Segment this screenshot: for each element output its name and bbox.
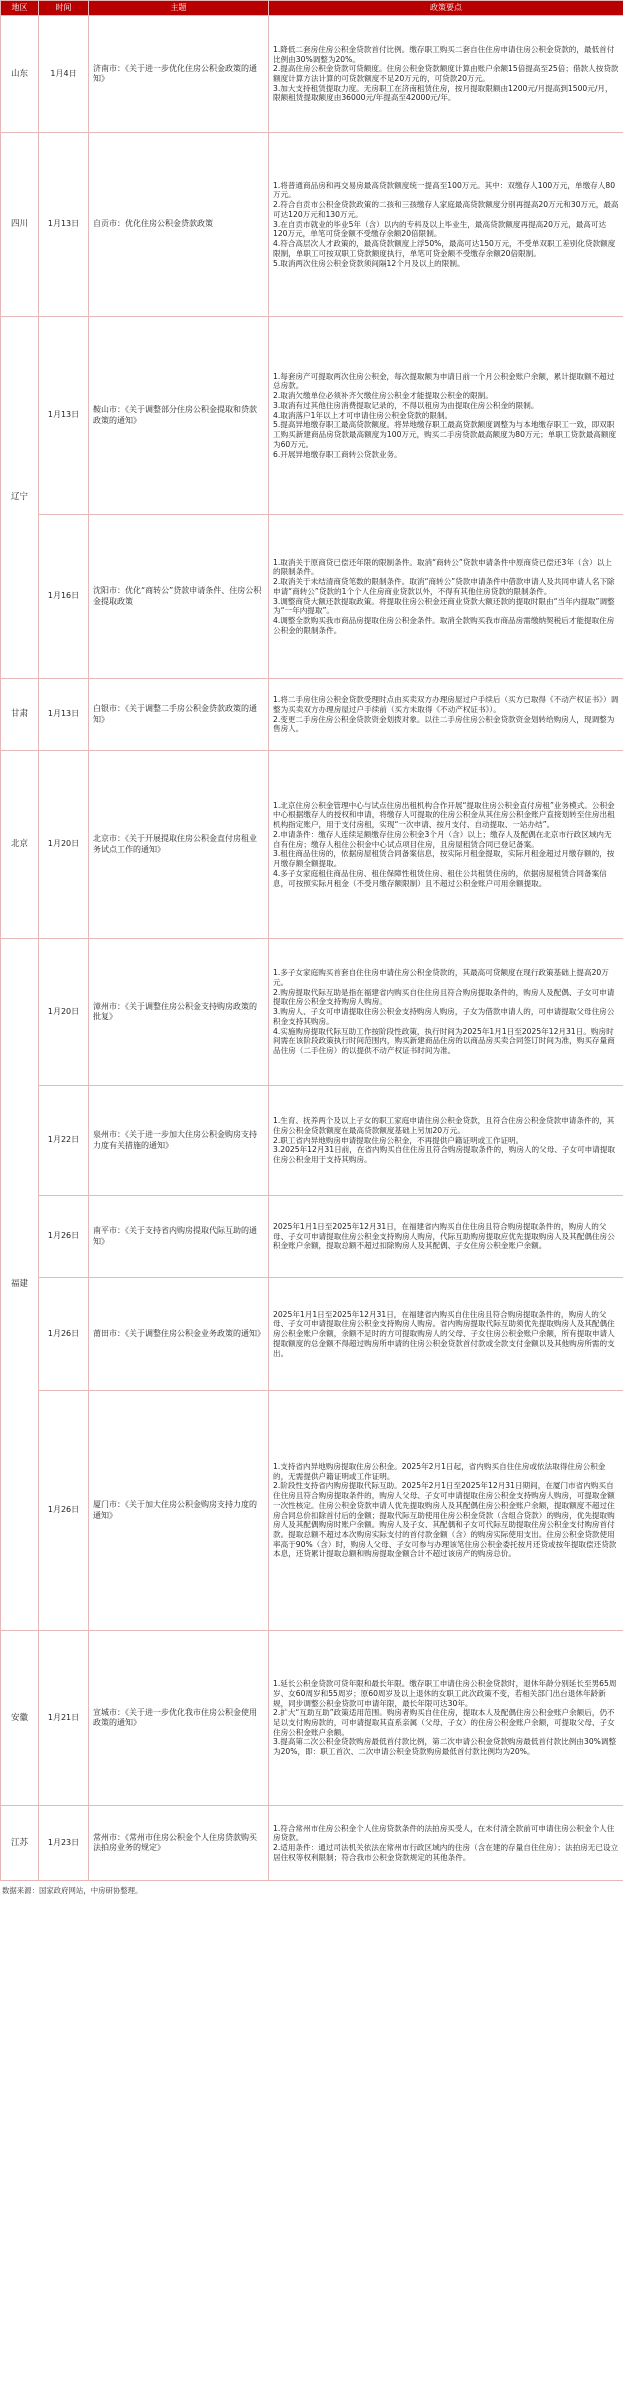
topic-cell: 莆田市：《关于调整住房公积金业务政策的通知》 xyxy=(89,1278,269,1391)
points-cell xyxy=(269,515,623,679)
policy-point: 3.加大支持租赁提取力度。无房职工在济南租赁住房，按月提取限额由1200元/月提高到1500元/月，限额租赁提取额度由36000元/年提高至42000元/年。 xyxy=(273,83,613,103)
policy-point: 2.申请条件：缴存人连续足额缴存住房公积金3个月（含）以上；缴存人及配偶在北京市行政区域内无自有住房；缴存人租住公积金中心试点项目住房，且房屋租赁合同已登记备案。 xyxy=(273,829,612,849)
policy-point: 2.提高住房公积金贷款可贷额度。住房公积金贷款额度计算由账户余额15倍提高至25倍；借款人按贷款额度计算方法计算的可贷款额度不足20万元的，可贷款20万元。 xyxy=(273,64,619,83)
points-cell xyxy=(269,1086,623,1196)
points-cell xyxy=(269,1196,623,1278)
source-note: 数据来源：国家政府网站，中房研协整理。 xyxy=(2,1886,143,1895)
policy-point: 3.租住商品住房的，依据房屋租赁合同备案信息，按实际月租金提取，实际月租金超过月缴存额的，按月缴存额全额提取。 xyxy=(273,849,615,869)
region-cell: 四川 xyxy=(1,133,39,317)
table-row xyxy=(1,16,623,133)
table-row xyxy=(1,317,623,515)
policy-point: 4.多子女家庭租住商品住房、租住保障性租赁住房、租住公共租赁住房的，依据房屋租赁合同备案信息，可按照实际月租金（不受月缴存额限制）且不超过公积金账户可用余额提取。 xyxy=(273,868,607,888)
date-cell: 1月20日 xyxy=(39,751,89,939)
policy-point: 2025年1月1日至2025年12月31日，在福建省内购买自住住房且符合购房提取条件的，购房人的父母、子女可申请提取住房公积金支持购房人购房。省内购房提取代际互助须优先提取购房人及其配偶住房公积金账户余额，余额不足时的方可提取购房人的父母、子女住房公积金账户余额，所有提取申请人提取额度的总金额不得超过购房所申请的住房公积金贷款首付款或全款支付金额以及其他购房所需的支出。 xyxy=(273,1309,615,1358)
date-cell: 1月20日 xyxy=(39,939,89,1086)
region-cell: 安徽 xyxy=(1,1631,39,1806)
policy-point: 3.购房人、子女可申请提取住房公积金支持购房人购房，子女为借款申请人的，可申请提取父母住房公积金支持其购房。 xyxy=(273,1007,615,1026)
policy-point: 1.延长公积金贷款可贷年限和最长年限。缴存职工申请住房公积金贷款时，退休年龄分别延长至男65周岁、女60周岁和55周岁；原60周岁及以上退休的女职工此次政策不变，若相关部门出台退休年龄新规，同步调整公积金贷款可申请年限，最长年限可达30年。 xyxy=(273,1679,617,1708)
policy-point: 2.购房提取代际互助是指在福建省内购买自住住房且符合购房提取条件的，购房人及配偶、子女可申请提取住房公积金支持购房人购房。 xyxy=(273,987,615,1007)
topic-cell: 常州市：《常州市住房公积金个人住房贷款购买法拍房业务的规定》 xyxy=(89,1806,269,1881)
region-cell: 江苏 xyxy=(1,1806,39,1881)
topic-cell: 厦门市：《关于加大住房公积金购房支持力度的通知》 xyxy=(89,1391,269,1631)
table-row xyxy=(1,1196,623,1278)
topic-cell: 泉州市：《关于进一步加大住房公积金购房支持力度有关措施的通知》 xyxy=(89,1086,269,1196)
policy-point: 1.多子女家庭购买首套自住住房申请住房公积金贷款的，其最高可贷额度在现行政策基础上提高20万元。 xyxy=(273,968,609,987)
topic-cell: 济南市：《关于进一步优化住房公积金政策的通知》 xyxy=(89,16,269,133)
policy-point: 2025年1月1日至2025年12月31日，在福建省内购买自住住房且符合购房提取条件的，购房人的父母、子女可申请提取住房公积金支持购房人购房，代际互助购房提取应优先提取购房人及其配偶住房公积金账户余额，提取总额不超过扣除购房人及其配偶、子女住房公积金账户余额。 xyxy=(273,1221,615,1251)
table-row xyxy=(1,939,623,1086)
policy-point: 1.取消关于原商贷已偿还年限的限制条件。取消“商转公”贷款申请条件中原商贷已偿还3年（含）以上的限制条件。 xyxy=(273,557,612,577)
table-row xyxy=(1,133,623,317)
policy-point: 2.阶段性支持省内购房提取代际互助。2025年2月1日至2025年12月31日期间，在厦门市省内购买自住住房且符合购房提取条件的，购房人父母、子女可申请提取住房公积金支持购房人购房，可提取金额一次性核定。住房公积金贷款申请人优先提取购房人及其配偶住房公积金账户余额，提取额度不超过住房合同总价扣除首付后的金额；提取代际互助使用住房公积金贷款（含组合贷款）的购房，优先提取购房人及其配偶购房时账户余额。购房人及子女、其配偶和子女可代际互助提取住房公积金支付购房首付款。提取总额不超过本次购房实际支付的首付款金额（含）的购房实际使用支出。住房公积金贷款使用率高于90%（含）时，购房人父母、子女可参与办理该笔住房公积金委托按月还贷或按年提取偿还贷款本息，还贷累计提取总额和购房提取金额合计不超过该房产的购房总价。 xyxy=(273,1481,617,1559)
policy-point: 1.每套房产可提取两次住房公积金，每次提取额为申请日前一个月公积金账户余额，累计提取额不超过总房款。 xyxy=(273,371,615,391)
policy-point: 5.提高异地缴存职工最高贷款额度。将异地缴存职工最高贷款额度调整为与本地缴存职工一致，即双职工购买新建商品房贷款最高额度为100万元，购买二手房贷款最高额度为80万元；单职工贷款最高额度为60万元。 xyxy=(273,420,617,449)
points-cell xyxy=(269,317,623,515)
policy-point: 1.降低二套房住房公积金贷款首付比例。缴存职工购买二套自住住房申请住房公积金贷款的，最低首付比例由30%调整为20%。 xyxy=(273,44,615,64)
table-row xyxy=(1,679,623,751)
points-cell xyxy=(269,1631,623,1806)
points-cell xyxy=(269,1391,623,1631)
table-row xyxy=(1,1278,623,1391)
points-cell xyxy=(269,16,623,133)
policy-point: 1.将普通商品房和再交易房最高贷款额度统一提高至100万元。其中：双缴存人100万元，单缴存人80万元。 xyxy=(273,180,616,200)
points-cell xyxy=(269,1278,623,1391)
topic-cell: 沈阳市：优化“商转公”贷款申请条件、住房公积金提取政策 xyxy=(89,515,269,679)
date-cell: 1月4日 xyxy=(39,16,89,133)
policy-point: 4.实施购房提取代际互助工作按阶段性政策，执行时间为2025年1月1日至2025年12月31日。购房时间需在该阶段政策执行时间范围内，购买新建商品住房的以商品房买卖合同签订时间为准，购买存量商品住房（二手住房）的以提供不动产权证书时间为准。 xyxy=(273,1026,615,1056)
region-cell: 山东 xyxy=(1,16,39,133)
table-row xyxy=(1,1631,623,1806)
policy-point: 4.符合高层次人才政策的，最高贷款额度上浮50%，最高可达150万元，不受单双职工差别化贷款额度限制，单职工可按双职工贷款额度执行，单笔可贷金额不受缴存余额20倍限制。 xyxy=(273,239,616,258)
topic-cell: 鞍山市：《关于调整部分住房公积金提取和贷款政策的通知》 xyxy=(89,317,269,515)
region-cell: 甘肃 xyxy=(1,679,39,751)
table-row xyxy=(1,751,623,939)
date-cell: 1月13日 xyxy=(39,679,89,751)
policy-point: 3.在自贡市就业的毕业5年（含）以内的专科及以上毕业生，最高贷款额度再提高20万元，最高可达120万元，单笔可贷金额不受缴存余额20倍限制。 xyxy=(273,219,607,239)
policy-point: 2.取消关于未结清商贷笔数的限制条件。取消“商转公”贷款申请条件中借款申请人及共同申请人名下除申请“商转公”贷款的1个个人住房商业贷款以外，不得有其他住房贷款的限制条件。 xyxy=(273,577,615,596)
date-cell: 1月13日 xyxy=(39,133,89,317)
policy-point: 1.符合常州市住房公积金个人住房贷款条件的法拍房买受人，在未付清全款前可申请住房公积金个人住房贷款。 xyxy=(273,1823,615,1843)
header-topic: 主题 xyxy=(89,1,269,16)
topic-cell: 漳州市：《关于调整住房公积金支持购房政策的批复》 xyxy=(89,939,269,1086)
header-points: 政策要点 xyxy=(269,1,623,16)
policy-point: 3.提高第二次公积金贷款购房最低首付款比例，第二次申请公积金贷款购房最低首付款比例由30%调整为20%，即：职工首次、二次申请公积金贷款购房最低首付款比例均为20%。 xyxy=(273,1737,617,1757)
header-date: 时间 xyxy=(39,1,89,16)
date-cell: 1月21日 xyxy=(39,1631,89,1806)
date-cell: 1月16日 xyxy=(39,515,89,679)
table-row xyxy=(1,515,623,679)
date-cell: 1月13日 xyxy=(39,317,89,515)
policy-point: 1.将二手房住房公积金贷款受理时点由买卖双方办理房屋过户手续后（买方已取得《不动产权证书》）调整为买卖双方办理房屋过户手续前（买方未取得《不动产权证书》）。 xyxy=(273,695,619,714)
date-cell: 1月26日 xyxy=(39,1196,89,1278)
region-cell: 辽宁 xyxy=(1,317,39,679)
points-cell xyxy=(269,1806,623,1881)
points-cell xyxy=(269,751,623,939)
policy-point: 5.取消两次住房公积金贷款须间隔12个月及以上的限制。 xyxy=(273,258,465,268)
policy-point: 1.支持省内异地购房提取住房公积金。2025年2月1日起，省内购买自住住房或依法取得住房公积金的，无需提供户籍证明或工作证明。 xyxy=(273,1461,606,1481)
date-cell: 1月23日 xyxy=(39,1806,89,1881)
policy-point: 1.生育、抚养两个及以上子女的职工家庭申请住房公积金贷款，且符合住房公积金贷款申请条件的，其住房公积金贷款额度在最高贷款额度基础上另加20万元。 xyxy=(273,1116,615,1135)
policy-point: 3.2025年12月31日前，在省内购买自住住房且符合购房提取条件的，购房人的父母、子女可申请提取住房公积金用于支持其购房。 xyxy=(273,1145,616,1165)
region-cell: 福建 xyxy=(1,939,39,1631)
table-header-row xyxy=(1,1,623,16)
date-cell: 1月26日 xyxy=(39,1391,89,1631)
policy-point: 2.取消欠缴单位必须补齐欠缴住房公积金才能提取公积金的限制。 xyxy=(273,391,493,401)
table-row xyxy=(1,1086,623,1196)
header-region: 地区 xyxy=(1,1,39,16)
policy-point: 4.调整全款购买我市商品房提取住房公积金条件。取消全款购买我市商品房需缴纳契税后才能提取住房公积金的限制条件。 xyxy=(273,615,615,635)
policy-point: 2.变更二手房住房公积金贷款资金划拨对象。以往二手房住房公积金贷款资金划转给购房人，现调整为售房人。 xyxy=(273,714,615,734)
points-cell xyxy=(269,939,623,1086)
policy-point: 2.职工省内异地购房申请提取住房公积金，不再提供户籍证明或工作证明。 xyxy=(273,1135,524,1145)
points-cell xyxy=(269,133,623,317)
topic-cell: 自贡市：优化住房公积金贷款政策 xyxy=(89,133,269,317)
points-cell xyxy=(269,679,623,751)
policy-point: 3.取消有过其他住房消费提取记录的，不得以租房为由提取住房公积金的限制。 xyxy=(273,400,539,410)
policy-point: 4.取消落户1年以上才可申请住房公积金贷款的限制。 xyxy=(273,410,453,420)
policy-point: 6.开展异地缴存职工商转公贷款业务。 xyxy=(273,449,402,459)
date-cell: 1月22日 xyxy=(39,1086,89,1196)
policy-point: 2.符合自贡市公积金贷款政策的二孩和三孩缴存人家庭最高贷款额度分别再提高20万元和30万元，最高可达120万元和130万元。 xyxy=(273,200,619,219)
topic-cell: 白银市：《关于调整二手房公积金贷款政策的通知》 xyxy=(89,679,269,751)
region-cell: 北京 xyxy=(1,751,39,939)
topic-cell: 北京市：《关于开展提取住房公积金直付房租业务试点工作的通知》 xyxy=(89,751,269,939)
policy-point: 2.适用条件：通过司法机关依法在常州市行政区域内的住房（含在建的存量自住住房）；法拍房无已设立居住权等权利限制；符合我市公积金贷款规定的其他条件。 xyxy=(273,1843,619,1862)
table-row xyxy=(1,1391,623,1631)
topic-cell: 宣城市：《关于进一步优化我市住房公积金使用政策的通知》 xyxy=(89,1631,269,1806)
date-cell: 1月26日 xyxy=(39,1278,89,1391)
policy-point: 3.调整商贷大额还款提取政策。将提取住房公积金还商业贷款大额还款的提取时限由“当年内提取”调整为“一年内提取”。 xyxy=(273,596,615,616)
table-row xyxy=(1,1806,623,1881)
policy-point: 1.北京住房公积金管理中心与试点住房出租机构合作开展“提取住房公积金直付房租”业务模式。公积金中心根据缴存人的授权和申请，将缴存人可提取的住房公积金从其住房公积金账户直接划转至住房出租机构指定账户，用于支付房租，实现“一次申请、按月支付、自动提取、一站办结”。 xyxy=(273,800,615,830)
topic-cell: 南平市：《关于支持省内购房提取代际互助的通知》 xyxy=(89,1196,269,1278)
policy-point: 2.扩大“互助互助”政策适用范围。购房者购买自住住房，提取本人及配偶住房公积金账户余额后，仍不足以支付购房款的，可申请提取其直系亲属（父母、子女）的住房公积金账户余额，可提取父母、子女住房公积金账户余额。 xyxy=(273,1708,615,1737)
